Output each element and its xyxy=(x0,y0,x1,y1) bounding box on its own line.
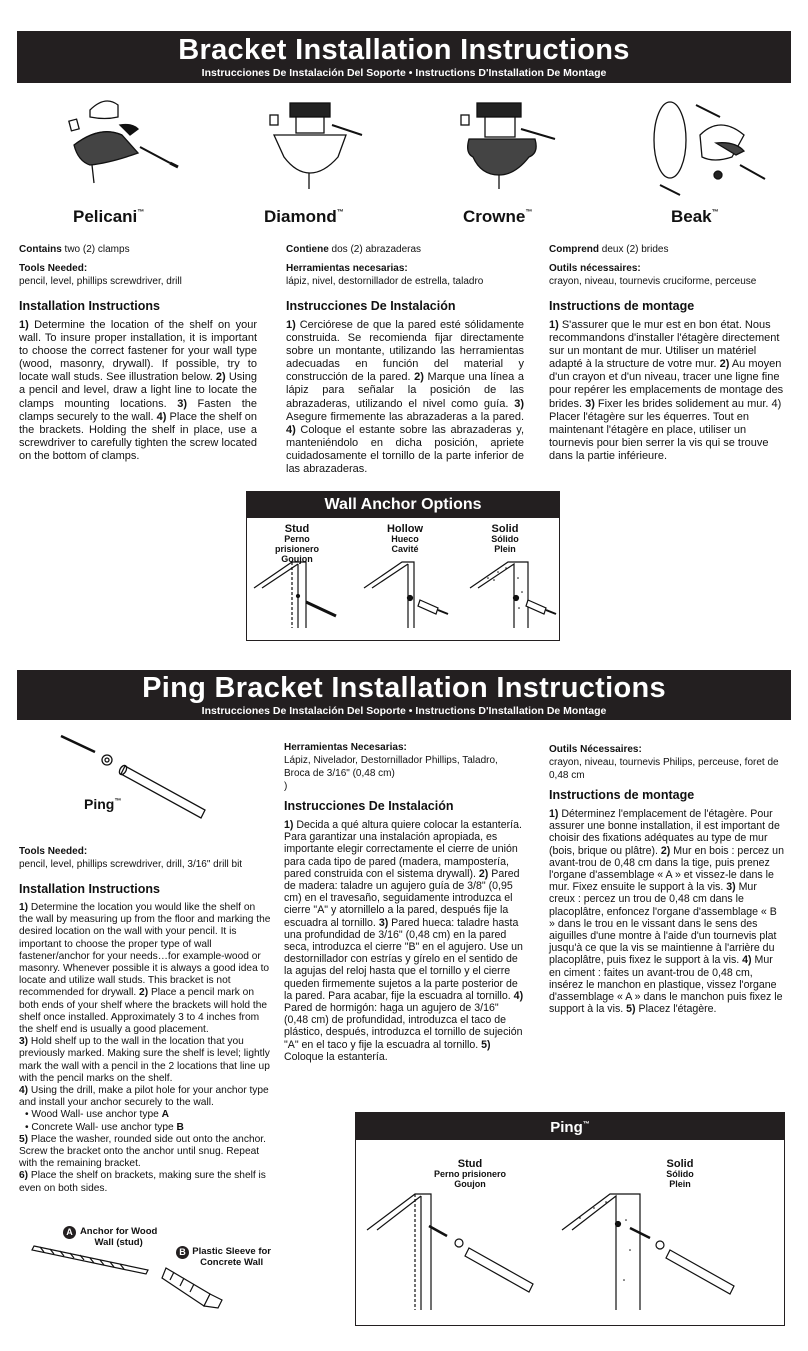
spanish-section xyxy=(286,243,524,476)
ping-subtitle: Instrucciones De Instalación Del Soporte • Instructions D'Installation De Montage xyxy=(201,705,607,717)
ping-french-section xyxy=(549,743,785,1015)
ping-spanish-section xyxy=(284,741,524,1063)
tools-label: Herramientas Necesarias: xyxy=(284,742,407,753)
instructions-text: 1) Decida a qué altura quiere colocar la estantería. Para garantizar una instalación apropiada, es importante elegir correctamente el cierre de unión para cada tipo de pared (madera, mampostería, pared construida con el sistema drywall). 2) Pared de madera: taladre un agujero guía de 3/8" (0,95 cm) en el travesaño, seguidamente introduzca el cierre "A" y atornillelo a la pared, después fije la escuadra al tornillo. 3) Pared hueca: taladre hasta una profundidad de 3/16" (0,48 cm) en la pared seca, introduzca el cierre "B" en el agujero. Use un destornillador con estrías y gírelo en el sentido de la agujas del reloj hasta que el tornillo y el cierre queden firmemente sujetos a la parte posterior de la pared. Para acabar, fije la escuadra al tornillo. 4) Pared de hormigón: haga un agujero de 3/16" (0,48 cm) de profundidad, introduzca el taco de plástico, después, introduzca el tornillo de sujeción "A" en el taco y fije la escuadra al tornillo. 5) Coloque la estantería. xyxy=(284,819,524,1063)
anchor-option-stud: Stud Perno prisionero Goujon xyxy=(274,523,319,564)
tools-extra: ) xyxy=(284,781,288,792)
anchor-b-sleeve-icon xyxy=(160,1262,230,1312)
anchor-b-badge: B xyxy=(176,1246,189,1259)
contains-line: Contains two (2) clamps xyxy=(19,244,130,255)
anchor-b-label: B Plastic Sleeve for Concrete Wall xyxy=(176,1246,272,1268)
anchor-a-screw-icon xyxy=(30,1240,160,1276)
ping-title: Ping Bracket Installation Instructions xyxy=(142,672,666,704)
tools-text: pencil, level, phillips screwdriver, drill, 3/16" drill bit xyxy=(19,859,243,870)
stud-wall-illustration xyxy=(252,558,352,634)
product-name-diamond: Diamond™ xyxy=(264,207,344,226)
product-name-crowne: Crowne™ xyxy=(463,207,533,226)
section-heading: Instructions de montage xyxy=(549,299,695,313)
section-heading: Installation Instructions xyxy=(19,299,160,313)
instructions-text: 1) Determine the location you would like the shelf on the wall by measuring up from the floor and marking the desired location on the wall with your pencil. It is important to choose the proper type of wall fastener/anchor for your needs…for example-wood or masonry. Whenever possible it is always a good idea to locate and utilize wall studs. This bracket is not recommended for drywall. 2) Place a pencil mark on both ends of your shelf where the brackets will hold the shelf once installed. Approximately 3 to 4 inches from the shelf end is usually a good placement. 3) Hold shelf up to the wall in the location that you previously marked. Making sure the shelf is level; lightly mark the wall with a pencil in the 2 locations that line up with the pencil marks on the shelf. 4) Using the drill, make a pilot hole for your anchor type and install your anchor securely to the wall. • Wood Wall- use anchor type A • Concrete Wall- use anchor type B 5) Place the washer, rounded side out onto the anchor. Screw the bracket onto the anchor until snug. Repeat with the remaining bracket. 6) Place the shelf on brackets, making sure the shelf is even on both sides. xyxy=(19,902,271,1194)
diamond-illustration xyxy=(262,95,382,195)
product-name-pelicani: Pelicani™ xyxy=(73,207,145,226)
tools-text: crayon, niveau, tournevis Philips, perceuse, foret de 0,48 cm xyxy=(549,757,779,781)
contains-line: Comprend deux (2) brides xyxy=(549,244,669,255)
anchor-option-hollow: Hollow Hueco Cavité xyxy=(386,523,424,554)
contains-line: Contiene dos (2) abrazaderas xyxy=(286,244,422,255)
ping-parts-illustration xyxy=(55,730,225,830)
tools-text: crayon, niveau, tournevis cruciforme, perceuse xyxy=(549,276,757,287)
tools-label: Outils Nécessaires: xyxy=(549,744,642,755)
anchor-a-label: A Anchor for Wood Wall (stud) xyxy=(63,1226,159,1248)
ping-solid-illustration xyxy=(560,1190,750,1315)
section-heading: Instrucciones De Instalación xyxy=(286,299,456,313)
beak-illustration xyxy=(640,95,770,205)
pelicani-illustration xyxy=(60,95,190,195)
ping-option-stud: Stud Perno prisionero Goujon xyxy=(433,1158,506,1189)
english-section xyxy=(19,243,257,463)
hollow-wall-illustration xyxy=(362,558,462,634)
anchor-option-solid: Solid Sólido Plein xyxy=(491,523,519,554)
solid-wall-illustration xyxy=(468,558,568,634)
instructions-text: 1) S'assurer que le mur est en bon état. Nous recommandons d'installer l'étagère directement sur un montant de mur. Utiliser un matériel adapté à la structure de votre mur. 2) Au moyen d'un crayon et d'un niveau, tracer une ligne fine pour repérer les emplacements de montage des brides. 3) Fixer les brides solidement au mur. 4) Placer l'étagère sur les équerres. Tout en maintenant l'étagère en place, utiliser un tournevis pour bien serrer la vis qui se trouve dans la partie inférieure. xyxy=(549,319,784,462)
wall-anchor-title: Wall Anchor Options xyxy=(247,492,559,518)
page-subtitle: Instrucciones De Instalación Del Soporte • Instructions D'Installation De Montage xyxy=(201,67,607,79)
ping-stud-illustration xyxy=(365,1190,545,1315)
ping-option-solid: Solid Sólido Plein xyxy=(666,1158,694,1189)
tools-label: Tools Needed: xyxy=(19,263,88,274)
instructions-text: 1) Cerciórese de que la pared esté sólidamente construida. Se recomienda fijar directamente sobre un montante, utilizando las herramientas adecuadas en función del material y construcción de la pared. 2) Marque una línea a lápiz para señalar la posición de las abrazaderas, utilizando el nivel como guía. 3) Asegure firmemente las abrazaderas a la pared. 4) Coloque el estante sobre las abrazaderas y, manteniéndolo en dicha posición, apriete cuidadosamente el tornillo de la parte inferior de las abrazaderas. xyxy=(286,319,524,476)
ping-product-name: Ping™ xyxy=(84,796,122,812)
top-banner xyxy=(17,31,791,83)
section-heading: Instrucciones De Instalación xyxy=(284,799,454,813)
tools-text: Lápiz, Nivelador, Destornillador Phillips, Taladro, Broca de 3/16" (0,48 cm) xyxy=(284,755,498,779)
tools-text: lápiz, nivel, destornillador de estrella, taladro xyxy=(286,276,484,287)
tools-label: Outils nécessaires: xyxy=(549,263,641,274)
anchor-a-badge: A xyxy=(63,1226,76,1239)
instructions-text: 1) Déterminez l'emplacement de l'étagère. Pour assurer une bonne installation, il est important de choisir des fixations adéquates au type de mur (bois, brique ou plâtre). 2) Mur en bois : percez un avant-trou de 0,48 cm dans la tige, puis prenez l'organe d'assemblage « A » et vissez-le dans le mur. Fixez ensuite le support à la vis. 3) Mur creux : percez un trou de 0,48 cm dans le placoplâtre, enfoncez l'organe d'assemblage « B » dans le trou en le vissant dans le sens des aiguilles d'une montre à l'aide d'un tournevis plat jusqu'à ce que la vis se maintienne à l'arrière du placoplâtre, puis fixez le support à la vis. 4) Mur en ciment : faites un avant-trou de 0,48 cm, insérez le manchon en plastique, vissez l'organe d'assemblage « A » dans le manchon puis fixez le support à la vis. 5) Placez l'étagère. xyxy=(549,808,784,1016)
tools-label: Tools Needed: xyxy=(19,846,88,857)
product-name-beak: Beak™ xyxy=(671,207,719,226)
french-section xyxy=(549,243,785,463)
ping-english-section xyxy=(19,845,271,1195)
crowne-illustration xyxy=(455,95,575,195)
section-heading: Instructions de montage xyxy=(549,788,695,802)
tools-text: pencil, level, phillips screwdriver, drill xyxy=(19,276,182,287)
instructions-text: 1) Determine the location of the shelf on your wall. To insure proper installation, it is important to choose the correct fastener for your wall type (wood, masonry, drywall). If possible, try to locate wall studs. See illustration below. 2) Using a pencil and level, draw a light line to locate the clamps mounting locations. 3) Fasten the clamps securely to the wall. 4) Place the shelf on the brackets. Holding the shelf in place, use a screwdriver to carefully tighten the screw located on the bottom of clamps. xyxy=(19,319,257,462)
page-title: Bracket Installation Instructions xyxy=(178,34,630,66)
ping-box-title: Ping™ xyxy=(356,1113,784,1140)
section-heading: Installation Instructions xyxy=(19,882,160,896)
ping-banner xyxy=(17,670,791,720)
tools-label: Herramientas necesarias: xyxy=(286,263,408,274)
